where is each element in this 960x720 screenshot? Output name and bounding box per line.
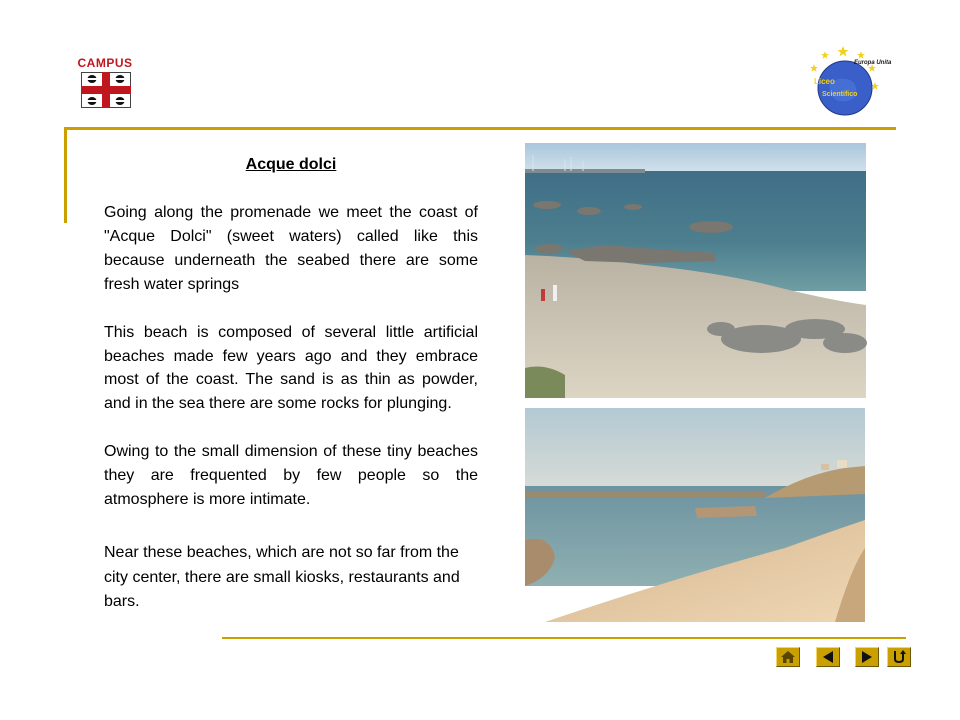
arrow-left-icon: [821, 651, 835, 663]
europe-globe-icon: [806, 44, 892, 118]
previous-button[interactable]: [816, 647, 840, 667]
logo-ring-text: Europa Unita: [854, 60, 892, 66]
arrow-right-icon: [860, 651, 874, 663]
return-button[interactable]: [887, 647, 911, 667]
top-divider: [64, 127, 896, 130]
next-button[interactable]: [855, 647, 879, 667]
campus-logo: [74, 56, 136, 112]
liceo-scientifico-logo: [806, 44, 892, 118]
campus-logo-text: CAMPUS: [77, 56, 133, 70]
paragraph-3: Owing to the small dimension of these tiny beaches they are frequented by few people so the atmosphere is more intimate.: [104, 443, 478, 508]
home-button[interactable]: [776, 647, 800, 667]
bottom-divider: [222, 637, 906, 639]
return-icon: [892, 650, 906, 664]
sardinia-flag-icon: [81, 72, 131, 108]
paragraph-1: Going along the promenade we meet the coast of "Acque Dolci" (sweet waters) called like this because underneath the seabed there are some fresh water springs: [104, 204, 478, 293]
beach-photo-1: [525, 143, 866, 398]
beach-photo-2: [525, 408, 865, 622]
page-title: Acque dolci: [245, 156, 337, 173]
paragraph-4: Near these beaches, which are not so far from the city center, there are small kiosks, restaurants and bars.: [104, 544, 460, 610]
logo-line1: Liceo: [814, 77, 835, 86]
left-divider: [64, 127, 67, 223]
logo-line2: Scientifico: [822, 91, 858, 98]
home-icon: [781, 651, 795, 663]
paragraph-2: This beach is composed of several little artificial beaches made few years ago and they embrace most of the coast. The sand is as thin as powder, and in the sea there are some rocks for plunging.: [104, 324, 478, 412]
